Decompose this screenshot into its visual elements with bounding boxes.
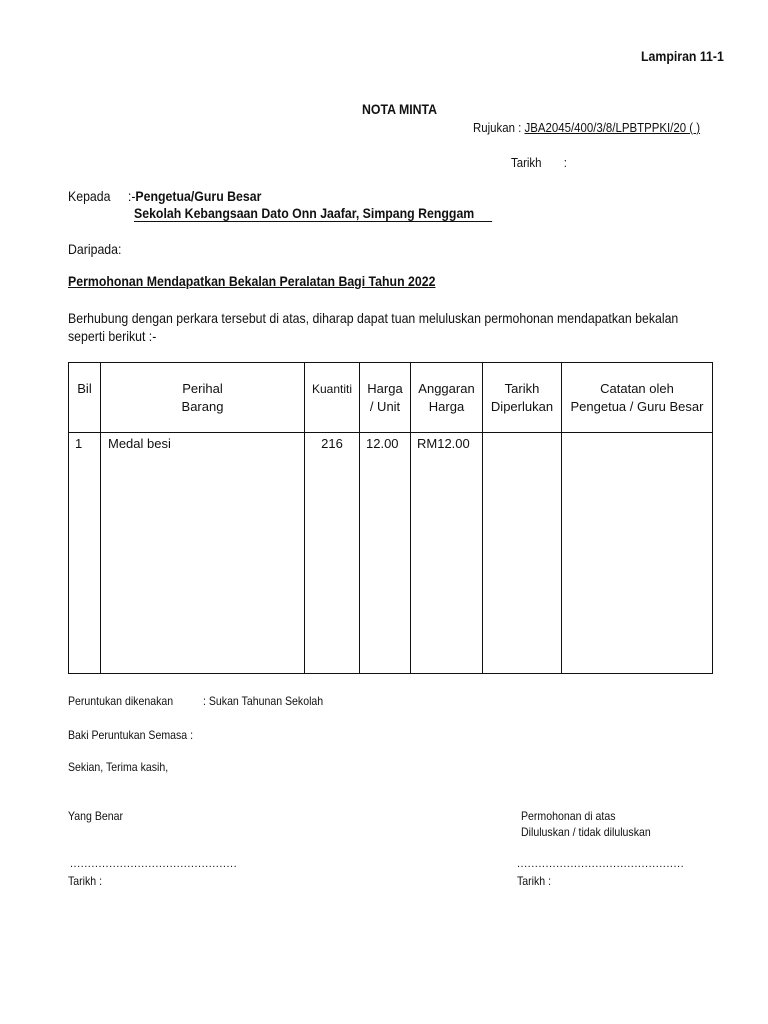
cell-anggaran: RM12.00 xyxy=(411,433,483,674)
document-title: NOTA MINTA xyxy=(362,101,438,117)
cell-bil: 1 xyxy=(69,433,101,674)
recipient-line-1: Pengetua/Guru Besar xyxy=(135,188,262,204)
header-anggaran: Anggaran Harga xyxy=(411,363,483,433)
request-table xyxy=(68,362,713,674)
right-signature-line-1: Permohonan di atas xyxy=(521,809,616,823)
table-row xyxy=(69,433,713,674)
header-catatan: Catatan oleh Pengetua / Guru Besar xyxy=(562,363,713,433)
recipient-block xyxy=(68,188,261,204)
left-signature-label: Yang Benar xyxy=(68,809,123,823)
cell-tarikh xyxy=(483,433,562,674)
left-date-label: Tarikh : xyxy=(68,874,103,888)
recipient-line-2: Sekolah Kebangsaan Dato Onn Jaafar, Simpang Renggam xyxy=(134,206,492,222)
date-label: Tarikh xyxy=(511,155,542,170)
right-signature-line: ............................................... xyxy=(517,858,685,870)
recipient-separator: :- xyxy=(127,188,136,204)
header-harga: Harga / Unit xyxy=(360,363,411,433)
reference-line xyxy=(473,120,700,135)
header-bil: Bil xyxy=(69,363,101,433)
body-line-1: Berhubung dengan perkara tersebut di atas, diharap dapat tuan meluluskan permohonan mendapatkan bekalan xyxy=(68,310,679,326)
cell-catatan xyxy=(562,433,713,674)
allocation-label: Peruntukan dikenakan xyxy=(68,694,174,708)
sender-label: Daripada: xyxy=(68,241,122,257)
right-signature-line-2: Diluluskan / tidak diluluskan xyxy=(521,825,651,839)
appendix-label: Lampiran 11-1 xyxy=(641,48,724,64)
header-perihal: Perihal Barang xyxy=(101,363,305,433)
cell-kuantiti: 216 xyxy=(305,433,360,674)
header-tarikh: Tarikh Diperlukan xyxy=(483,363,562,433)
subject-line: Permohonan Mendapatkan Bekalan Peralatan Bagi Tahun 2022 xyxy=(68,273,436,289)
date-colon: : xyxy=(563,155,567,170)
reference-label: Rujukan : xyxy=(473,120,522,135)
closing-text: Sekian, Terima kasih, xyxy=(68,760,169,774)
cell-perihal: Medal besi xyxy=(101,433,305,674)
date-line xyxy=(511,155,567,170)
balance-label: Baki Peruntukan Semasa : xyxy=(68,728,194,742)
recipient-label: Kepada xyxy=(68,188,111,204)
header-kuantiti: Kuantiti xyxy=(305,363,360,433)
table-header-row xyxy=(69,363,713,433)
allocation-value: : Sukan Tahunan Sekolah xyxy=(203,694,324,708)
body-line-2: seperti berikut :- xyxy=(68,328,157,344)
left-signature-line: ............................................... xyxy=(70,858,238,870)
cell-harga: 12.00 xyxy=(360,433,411,674)
right-date-label: Tarikh : xyxy=(517,874,552,888)
reference-value: JBA2045/400/3/8/LPBTPPKI/20 ( ) xyxy=(524,120,701,135)
